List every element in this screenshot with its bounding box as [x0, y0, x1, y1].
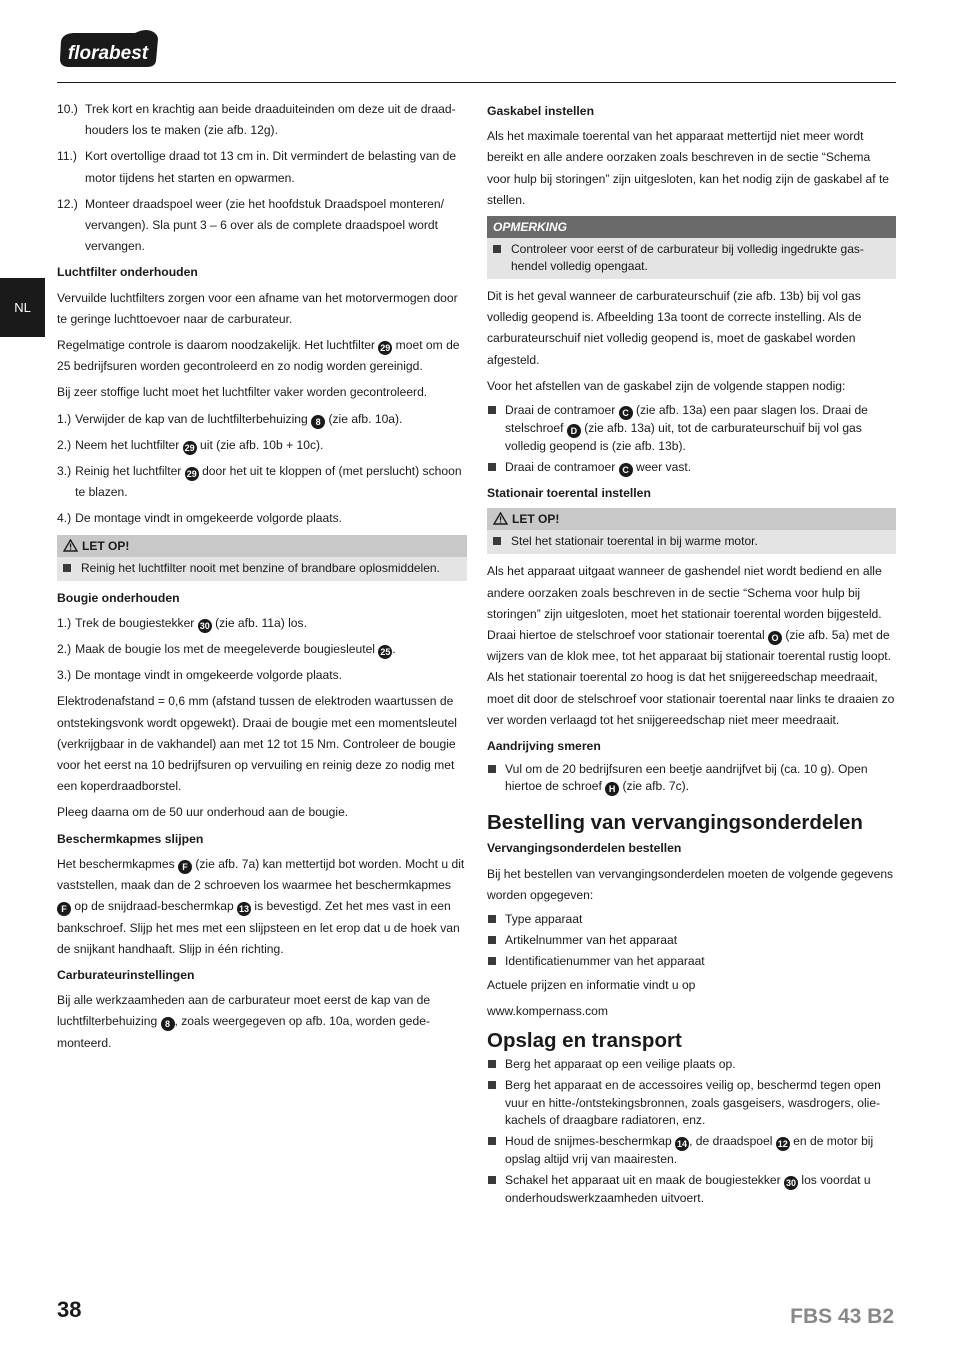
bullet-item: Draai de contramoer C weer vast.	[487, 459, 896, 477]
warning-header: LET OP!	[57, 535, 467, 557]
florabest-logo-mark	[57, 29, 160, 69]
section-title: Gaskabel instellen	[487, 104, 595, 118]
note-header: OPMERKING	[487, 216, 896, 238]
bullet-square-icon	[63, 560, 81, 577]
list-item: 1.) Trek de bougiestekker 30 (zie afb. 11a) los.	[57, 615, 307, 631]
reference-letter: C	[619, 406, 633, 420]
language-tab: NL	[0, 278, 45, 337]
list-item: 2.) Neem het luchtfilter 29 uit (zie afb. 10b + 10c).	[57, 437, 324, 453]
reference-number: 13	[239, 904, 250, 915]
bullet-square-icon	[487, 1172, 505, 1207]
left-column	[57, 99, 467, 1059]
section-title: Luchtfilter onderhouden	[57, 265, 198, 280]
reference-number: 25	[380, 647, 391, 658]
section-title: Vervangingsonderdelen bestellen	[487, 841, 682, 856]
section-title: Bougie onderhouden	[57, 590, 180, 605]
logo-text: florabest	[67, 43, 149, 64]
bullet-item: Berg het apparaat en de accessoires veilig op, beschermd tegen open vuur en hitte-/ontstekingsbronnen, zoals gasgeisers, wasdrogers, oliekachels of draagbare radiatoren, enz.	[487, 1077, 896, 1129]
warning-header: LET OP!	[487, 508, 896, 530]
reference-number: 30	[199, 620, 210, 631]
bullet-square-icon	[487, 1133, 505, 1168]
list-item: 10.) Trek kort en krachtig aan beide draaduiteinden om deze uit de draadhouders los te maken (zie afb. 12g).	[57, 102, 456, 138]
bullet-square-icon	[487, 932, 505, 949]
list-item: 1.) Verwijder de kap van de luchtfilterbehuizing 8 (zie afb. 10a).	[57, 411, 403, 427]
paragraph: Als het apparaat uitgaat wanneer de gashendel niet wordt bediend en alle andere oorzaken zoals beschreven in de sectie “Schema voor hulp bij storingen” zijn uitgesloten, moet het stationair toerental worden bijgesteld. Draai hiertoe de stelschroef voor stationair toerental O (zie afb. 5a) met de wijzers van de klok mee, tot het apparaat bij stationair toerental rustig loopt. Als het stationair toerental zo hoog is dat het snijgereedschap meedraait, moet dit door de stelschroef voor stationair toerental naar links te draaien zo ver worden verlaagd tot het snijgereedschap niet meer meedraait.	[487, 564, 895, 727]
list-item: 3.) Reinig het luchtfilter 29 door het uit te kloppen of (met perslucht) schoon te blazen.	[57, 464, 462, 500]
website-link[interactable]: www.kompernass.com	[487, 1003, 608, 1018]
bullet-item: Artikelnummer van het apparaat	[487, 932, 896, 949]
bullet-square-icon	[493, 241, 511, 275]
bullet-item: Draai de contramoer C (zie afb. 13a) een paar slagen los. Draai de stelschroef D (zie afb. 13a) uit, tot de carburateurschuif bij vol gas volledig geopend is (zie afb. 13b).	[487, 402, 896, 455]
reference-number: 30	[786, 1178, 797, 1189]
bullet-square-icon	[487, 1056, 505, 1073]
bullet-square-icon	[487, 953, 505, 970]
warning-triangle-icon	[493, 510, 508, 532]
paragraph: Elektrodenafstand = 0,6 mm (afstand tussen de elektroden waartussen de ontstekingsvonk wordt opgewekt). Draai de bougie met een momentsleutel (verkrijgbaar in de vakhandel) aan met 12 tot 15 Nm. Controleer de bougie voor het eerst na 10 bedrijfsuren op vervuiling en reinig deze zo nodig met een koperdraadborstel.	[57, 694, 457, 794]
page-number: 38	[57, 1297, 82, 1322]
bullet-item: Vul om de 20 bedrijfsuren een beetje aandrijfvet bij (ca. 10 g). Open hiertoe de schroef H (zie afb. 7c).	[487, 761, 896, 796]
bullet-square-icon	[487, 459, 505, 477]
paragraph: Actuele prijzen en informatie vindt u op	[487, 977, 696, 992]
bullet-square-icon	[493, 533, 511, 550]
paragraph: Bij alle werkzaamheden aan de carburateur moet eerst de kap van de luchtfilterbehuizing 8 , zoals weergegeven op afb. 10a, worden gedemonteerd.	[57, 993, 431, 1050]
section-title: Stationair toerental instellen	[487, 486, 651, 501]
reference-number: 29	[184, 442, 195, 453]
reference-number: 29	[186, 469, 197, 480]
paragraph: Voor het afstellen van de gaskabel zijn de volgende stappen nodig:	[487, 378, 846, 393]
bullet-item: Identificatienummer van het apparaat	[487, 953, 896, 970]
paragraph: Pleeg daarna om de 50 uur onderhoud aan de bougie.	[57, 805, 349, 820]
list-item: 4.) De montage vindt in omgekeerde volgorde plaats.	[57, 511, 343, 526]
reference-number: 8	[161, 1017, 175, 1031]
paragraph: Het beschermkapmes F (zie afb. 7a) kan mettertijd bot worden. Mocht u dit vaststellen, maak dan de 2 schroeven los waarmee het beschermkapmes F op de snijdraad-beschermkap 13 is bevestigd. Zet het mes vast in een bankschroef. Slijp het mes met een slijpsteen en let erop dat u de hoek van de snijkant handhaaft. Slijp in één richting.	[57, 856, 465, 956]
note-box: OPMERKING Controleer voor eerst of de carburateur bij volledig ingedrukte gashendel volledig opengaat.	[487, 216, 896, 279]
reference-number: 8	[311, 415, 325, 429]
paragraph: Dit is het geval wanneer de carburateurschuif (zie afb. 13b) bij vol gas volledig geopend is. Afbeelding 13a toont de correcte instelling. Als de carburateurschuif niet volledig geopend is, moet de gaskabel worden afgesteld.	[487, 289, 862, 367]
reference-letter: F	[57, 902, 71, 916]
section-title: Beschermkapmes slijpen	[57, 831, 204, 846]
list-item: 2.) Maak de bougie los met de meegeleverde bougiesleutel 25 .	[57, 642, 396, 658]
bullet-item: Berg het apparaat op een veilige plaats op.	[487, 1056, 896, 1073]
section-heading: Opslag en transport	[487, 1029, 682, 1053]
bullet-item: Type apparaat	[487, 911, 896, 928]
list-item: 3.) De montage vindt in omgekeerde volgorde plaats.	[57, 668, 343, 683]
header-rule	[57, 82, 896, 83]
section-title: Carburateurinstellingen	[57, 967, 195, 982]
bullet-square-icon	[487, 911, 505, 928]
reference-letter: F	[178, 860, 192, 874]
bullet-square-icon	[487, 761, 505, 796]
list-item: 12.) Monteer draadspoel weer (zie het hoofdstuk Draadspoel monteren/ vervangen). Sla punt 3 – 6 over als de complete draadspoel wordt vervangen.	[57, 196, 444, 254]
bullet-item: Schakel het apparaat uit en maak de bougiestekker 30 los voordat u onderhoudswerkzaamheden uitvoert.	[487, 1172, 896, 1207]
right-column	[487, 99, 896, 1211]
warning-box: LET OP! Reinig het luchtfilter nooit met benzine of brandbare oplosmiddelen.	[57, 535, 467, 581]
florabest-logo	[57, 29, 160, 69]
reference-letter: C	[619, 463, 633, 477]
section-title: Aandrijving smeren	[487, 739, 601, 754]
reference-number: 14	[677, 1138, 688, 1149]
reference-number: 29	[380, 343, 391, 354]
model-number: FBS 43 B2	[790, 1305, 894, 1328]
bullet-item: Houd de snijmes-beschermkap 14 , de draadspoel 12 en de motor bij opslag altijd vrij van maairesten.	[487, 1133, 896, 1168]
reference-number: 12	[777, 1138, 788, 1149]
warning-triangle-icon	[63, 537, 78, 559]
reference-letter: H	[605, 782, 619, 796]
paragraph: Als het maximale toerental van het apparaat mettertijd niet meer wordt bereikt en alle andere oorzaken zoals beschreven in de sectie “Schema voor hulp bij storingen” zijn uitgesloten, kan het nodig zijn de gaskabel af te stellen.	[487, 129, 890, 207]
list-item: 11.) Kort overtollige draad tot 13 cm in. Dit vermindert de belasting van de motor tijdens het starten en opwarmen.	[57, 149, 457, 185]
section-heading: Bestelling van vervangingsonderdelen	[487, 811, 863, 835]
reference-letter: D	[567, 424, 581, 438]
paragraph: Bij het bestellen van vervangingsonderdelen moeten de volgende gegevens worden opgegeven:	[487, 866, 894, 902]
paragraph: Vervuilde luchtfilters zorgen voor een afname van het motorvermogen door te geringe luchttoevoer naar de carburateur.	[57, 290, 458, 326]
paragraph: Bij zeer stoffige lucht moet het luchtfilter vaker worden gecontroleerd.	[57, 385, 428, 400]
bullet-square-icon	[487, 402, 505, 455]
bullet-square-icon	[487, 1077, 505, 1129]
warning-box: LET OP! Stel het stationair toerental in bij warme motor.	[487, 508, 896, 554]
reference-letter: O	[768, 631, 782, 645]
paragraph: Regelmatige controle is daarom noodzakelijk. Het luchtfilter 29 moet om de 25 bedrijfsuren worden gecontroleerd en zo nodig worden gereinigd.	[57, 338, 460, 374]
